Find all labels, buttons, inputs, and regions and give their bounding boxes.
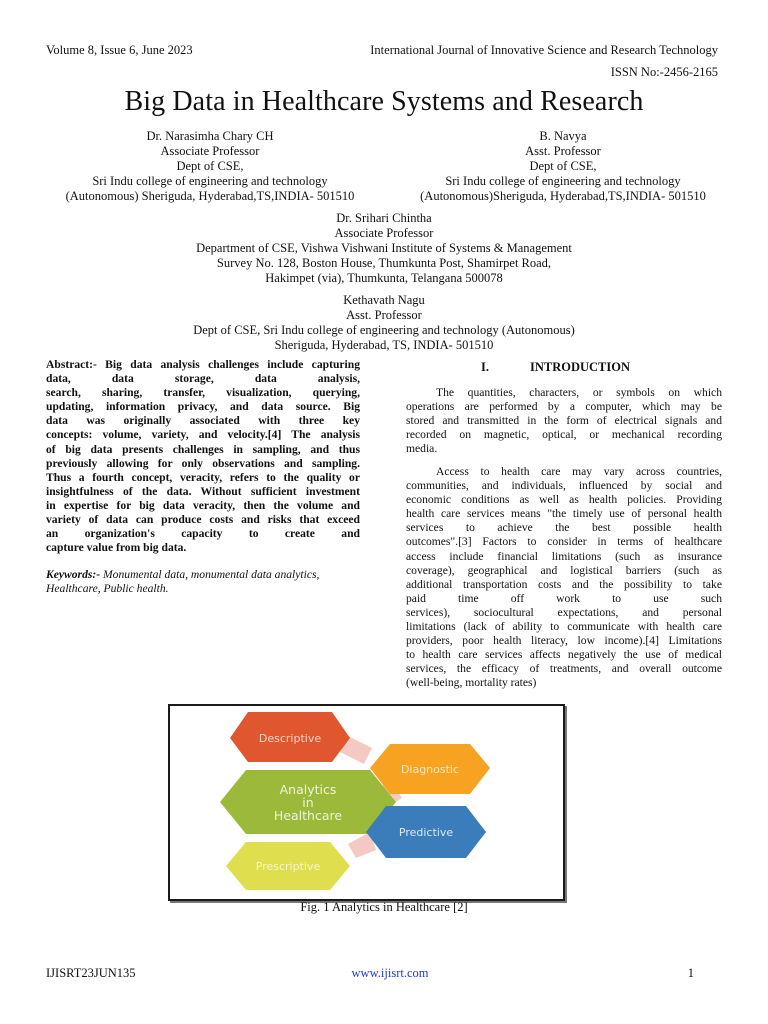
analytics-diagram bbox=[170, 706, 563, 899]
author-address: Hakimpet (via), Thumkunta, Telangana 500078 bbox=[265, 271, 503, 285]
section-number: I. bbox=[481, 360, 489, 374]
abstract-line: data, data storage, data analysis, bbox=[46, 372, 360, 386]
abstract-line: of big data presents challenges in sampling, and thus bbox=[46, 442, 360, 456]
paper-title: Big Data in Healthcare Systems and Research bbox=[124, 86, 644, 117]
abstract-line: previously allowing for only observations and sampling. bbox=[46, 456, 360, 470]
center-label-line: Analytics bbox=[279, 782, 337, 797]
journal-url-link[interactable]: www.ijisrt.com bbox=[351, 966, 429, 980]
intro-paragraph-1 bbox=[406, 386, 722, 456]
author-name: B. Navya bbox=[539, 129, 587, 143]
author-block-1 bbox=[20, 129, 400, 204]
paragraph-line: communities, and individuals, influenced by social and bbox=[406, 479, 722, 493]
abstract-line: concepts: volume, variety, and velocity.[4] The analysis bbox=[46, 428, 360, 442]
author-name: Dr. Srihari Chintha bbox=[336, 211, 432, 225]
paragraph-line: services, the efficacy of treatments, and overall outcome bbox=[406, 662, 722, 676]
paragraph-line: paid time off work to use such bbox=[406, 591, 722, 605]
paragraph-line: access include financial limitations (such as insurance bbox=[406, 549, 722, 563]
author-dept: Dept of CSE, bbox=[176, 159, 244, 173]
paragraph-line: additional transportation costs and the possibility to take bbox=[406, 577, 722, 591]
paragraph-line: stored and transmitted in the form of electrical signals and bbox=[406, 414, 722, 428]
author-block-3 bbox=[0, 211, 768, 286]
abstract-line: insightfulness of the data. Without sufficient investment bbox=[46, 484, 360, 498]
paragraph-line: services to achieve the best possible health bbox=[406, 521, 722, 535]
paragraph-line: to health care services affects negatively the use of medical bbox=[406, 648, 722, 662]
author-role: Associate Professor bbox=[160, 144, 260, 158]
abstract-line: Abstract:- Big data analysis challenges include capturing bbox=[46, 358, 360, 371]
author-dept: Department of CSE, Vishwa Vishwani Institute of Systems & Management bbox=[196, 241, 572, 255]
paragraph-line: operations are performed by a computer, which may be bbox=[406, 400, 722, 414]
section-title: INTRODUCTION bbox=[530, 360, 631, 374]
author-institution: Sri Indu college of engineering and technology bbox=[92, 174, 328, 188]
page-number: 1 bbox=[687, 966, 694, 980]
paragraph-line: (well-being, mortality rates) bbox=[406, 676, 537, 690]
keywords-label: Keywords:- bbox=[46, 568, 101, 581]
author-institution: Survey No. 128, Boston House, Thumkunta Post, Shamirpet Road, bbox=[216, 256, 552, 270]
paragraph-line: services), sociocultural expectations, and personal bbox=[406, 605, 722, 619]
author-dept: Dept of CSE, Sri Indu college of engineering and technology (Autonomous) bbox=[193, 323, 575, 337]
figure-analytics-in-healthcare bbox=[168, 704, 565, 901]
abstract-line: data was originally associated with three key bbox=[46, 414, 360, 428]
prescriptive-label: Prescriptive bbox=[255, 860, 321, 873]
diagnostic-label: Diagnostic bbox=[400, 763, 460, 776]
abstract-line: search, sharing, transfer, visualization, querying, bbox=[46, 386, 360, 400]
paragraph-line: economic conditions as well as health policies. Providing bbox=[406, 493, 722, 507]
paragraph-line: Access to health care may vary across countries, bbox=[436, 465, 722, 478]
abstract-line: updating, information privacy, and data source. Big bbox=[46, 400, 360, 414]
author-block-2 bbox=[388, 129, 738, 204]
author-role: Asst. Professor bbox=[346, 308, 422, 322]
issn: ISSN No:-2456-2165 bbox=[610, 65, 718, 79]
paragraph-line: The quantities, characters, or symbols on which bbox=[436, 386, 722, 399]
descriptive-label: Descriptive bbox=[258, 732, 322, 745]
paragraph-line: recorded on magnetic, optical, or mechanical recording bbox=[406, 428, 722, 442]
volume-info: Volume 8, Issue 6, June 2023 bbox=[46, 43, 193, 57]
keywords-text: Monumental data, monumental data analytics, Healthcare, Public health. bbox=[46, 568, 320, 596]
author-address: (Autonomous)Sheriguda, Hyderabad,TS,INDIA- 501510 bbox=[420, 189, 706, 203]
author-dept: Dept of CSE, bbox=[529, 159, 597, 173]
paragraph-line: coverage), geographical and logistical barriers (such as bbox=[406, 563, 722, 577]
abstract-line: in expertise for big data veracity, then the volume and bbox=[46, 498, 360, 512]
author-name: Kethavath Nagu bbox=[343, 293, 425, 307]
figure-caption: Fig. 1 Analytics in Healthcare [2] bbox=[300, 900, 468, 914]
abstract bbox=[46, 358, 360, 555]
paragraph-line: health care services means "the timely use of personal health bbox=[406, 507, 722, 521]
abstract-line: an organization's capacity to create and bbox=[46, 527, 360, 541]
center-label-line: in bbox=[302, 795, 314, 810]
author-block-4 bbox=[0, 293, 768, 353]
journal-name: International Journal of Innovative Science and Research Technology bbox=[370, 43, 718, 57]
abstract-line: Thus a fourth concept, veracity, refers to the quality or bbox=[46, 470, 360, 484]
abstract-line: capture value from big data. bbox=[46, 541, 187, 555]
author-address: (Autonomous) Sheriguda, Hyderabad,TS,INDIA- 501510 bbox=[65, 189, 355, 203]
keywords bbox=[46, 568, 360, 596]
paragraph-line: providers, poor health literacy, low income).[4] Limitations bbox=[406, 634, 722, 648]
abstract-line: variety of data can produce costs and risks that exceed bbox=[46, 513, 360, 527]
paragraph-line: outcomes".[3] Factors to consider in terms of healthcare bbox=[406, 535, 722, 549]
author-institution: Sheriguda, Hyderabad, TS, INDIA- 501510 bbox=[274, 338, 494, 352]
author-role: Asst. Professor bbox=[525, 144, 601, 158]
author-name: Dr. Narasimha Chary CH bbox=[146, 129, 274, 143]
paragraph-line: media. bbox=[406, 442, 438, 456]
intro-paragraph-2 bbox=[406, 465, 722, 691]
author-role: Associate Professor bbox=[334, 226, 434, 240]
author-institution: Sri Indu college of engineering and technology bbox=[445, 174, 681, 188]
center-label-line: Healthcare bbox=[273, 808, 343, 823]
paragraph-line: limitations (lack of ability to communicate with health care bbox=[406, 620, 722, 634]
predictive-label: Predictive bbox=[398, 826, 454, 839]
paper-id: IJISRT23JUN135 bbox=[46, 966, 136, 980]
